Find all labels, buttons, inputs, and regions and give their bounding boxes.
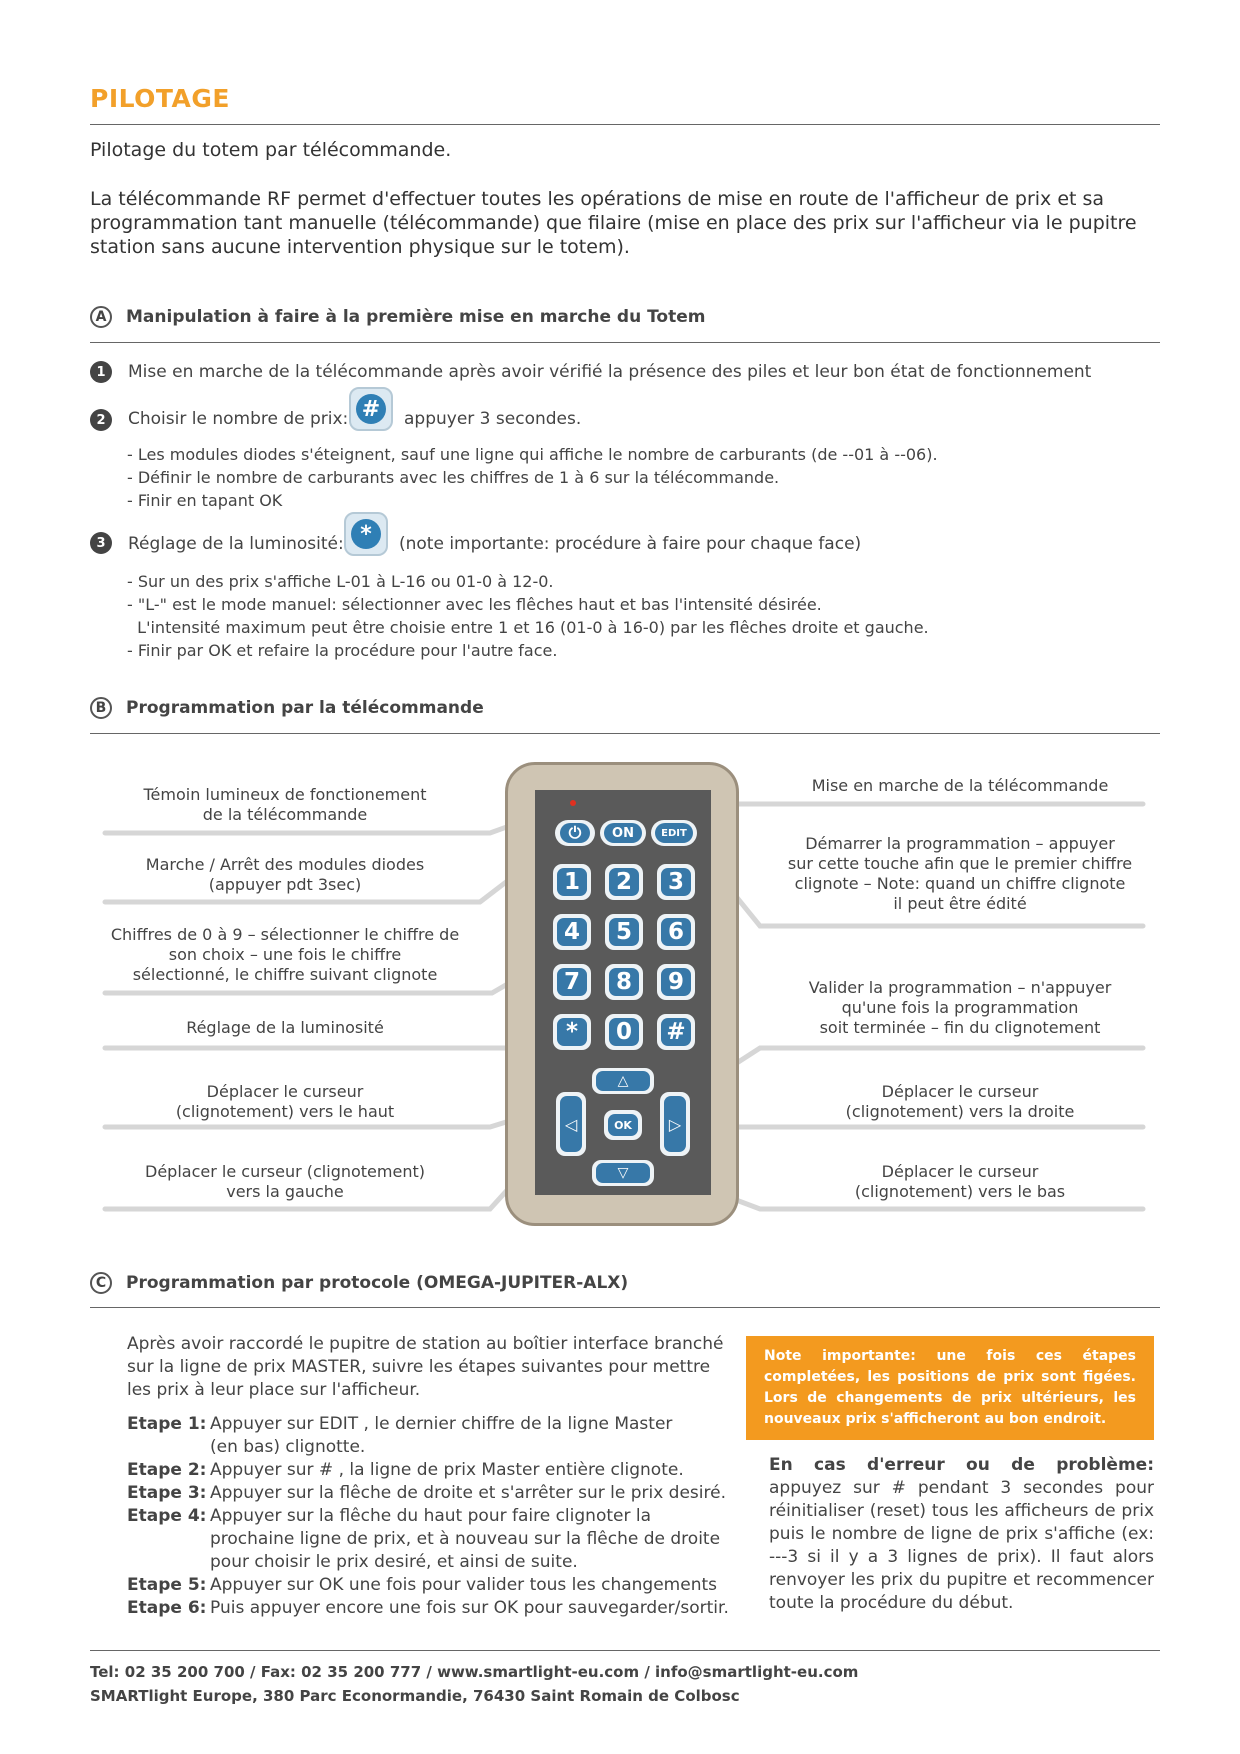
intro-line: Pilotage du totem par télécommande. (90, 139, 452, 161)
etape-1: Etape 1: Appuyer sur EDIT , le dernier chiffre de la ligne Master (en bas) clignotte. (127, 1414, 673, 1457)
label-ok: Valider la programmation – n'appuyer qu'une fois la programmation soit terminée – fin du clignotement (808, 978, 1112, 1037)
section-a-badge: A (90, 306, 112, 328)
key-8[interactable]: 8 (605, 964, 643, 1000)
footer-contact: Tel: 02 35 200 700 / Fax: 02 35 200 777 / www.smartlight-eu.com / info@smartlight-eu.com (90, 1663, 859, 1681)
etape-3: Etape 3: Appuyer sur la flêche de droite et s'arrêter sur le prix desiré. (127, 1483, 726, 1503)
label-droite: Déplacer le curseur (clignotement) vers la droite (845, 1082, 1075, 1121)
step-3-text: Réglage de la luminosité: (128, 534, 344, 554)
up-arrow-key[interactable]: △ (592, 1068, 654, 1094)
edit-key[interactable]: EDIT (651, 820, 697, 846)
step-2-badge: 2 (90, 409, 112, 431)
ok-key[interactable]: OK (604, 1110, 642, 1140)
step-2-sub-2: - Définir le nombre de carburants avec les chiffres de 1 à 6 sur la télécommande. (127, 468, 780, 487)
key-7[interactable]: 7 (553, 964, 591, 1000)
page-title: PILOTAGE (90, 84, 230, 113)
key-0[interactable]: 0 (605, 1014, 643, 1050)
on-key[interactable]: ON (600, 820, 646, 846)
step-2-sub-3: - Finir en tapant OK (127, 491, 283, 510)
label-luminosite: Réglage de la luminosité (186, 1018, 384, 1037)
etape-4: Etape 4: Appuyer sur la flêche du haut pour faire clignoter la prochaine ligne de prix, et à nouveau sur la flêche de droite pour choisir le prix desiré, et ainsi de suite. (127, 1506, 721, 1572)
label-edit: Démarrer la programmation – appuyer sur cette touche afin que le premier chiffre clignote – Note: quand un chiffre clignote il peut être édité (787, 834, 1133, 913)
footer-address: SMARTlight Europe, 380 Parc Econormandie, 76430 Saint Romain de Colbosc (90, 1687, 740, 1705)
section-b-title: Programmation par la télécommande (126, 698, 484, 718)
step-3-sub-3: L'intensité maximum peut être choisie entre 1 et 16 (01-0 à 16-0) par les flêches droite et gauche. (127, 618, 929, 637)
step-3-sub-1: - Sur un des prix s'affiche L-01 à L-16 ou 01-0 à 12-0. (127, 572, 554, 591)
label-mise-en-marche: Mise en marche de la télécommande (811, 776, 1109, 795)
key-2[interactable]: 2 (605, 864, 643, 900)
intro-paragraph: La télécommande RF permet d'effectuer toutes les opérations de mise en route de l'afficheur de prix et sa programmation tant manuelle (télécommande) que filaire (mise en place des prix sur l'afficheur via le pupitre station sans aucune intervention physique sur le totem). (90, 188, 1137, 258)
key-4[interactable]: 4 (553, 914, 591, 950)
key-3[interactable]: 3 (657, 864, 695, 900)
connector-mise-en-marche (670, 804, 1143, 830)
power-key[interactable]: ⏻ (555, 820, 595, 846)
step-3-badge: 3 (90, 532, 112, 554)
section-c-title: Programmation par protocole (OMEGA-JUPITER-ALX) (126, 1273, 629, 1293)
key-5[interactable]: 5 (605, 914, 643, 950)
label-marche-arret: Marche / Arrêt des modules diodes (appuyer pdt 3sec) (145, 855, 425, 894)
down-arrow-key[interactable]: ▽ (592, 1160, 654, 1186)
key-star[interactable]: * (553, 1014, 591, 1050)
etape-2: Etape 2: Appuyer sur # , la ligne de prix Master entière clignote. (127, 1460, 684, 1480)
etape-6: Etape 6: Puis appuyer encore une fois sur OK pour sauvegarder/sortir. (127, 1598, 729, 1618)
section-c-intro: Après avoir raccordé le pupitre de station au boîtier interface branché sur la ligne de prix MASTER, suivre les étapes suivantes pour mettre les prix à leur place sur l'afficheur. (127, 1334, 724, 1400)
step-1-text: Mise en marche de la télécommande après avoir vérifié la présence des piles et leur bon état de fonctionnement (128, 362, 1092, 382)
step-2-sub-1: - Les modules diodes s'éteignent, sauf une ligne qui affiche le nombre de carburants (de --01 à --06). (127, 445, 938, 464)
step-3-after: (note importante: procédure à faire pour chaque face) (399, 534, 862, 554)
step-1-badge: 1 (90, 361, 112, 383)
section-c-badge: C (90, 1272, 112, 1294)
step-3-sub-2: - "L-" est le mode manuel: sélectionner avec les flêches haut et bas l'intensité désirée. (127, 595, 822, 614)
step-2-after: appuyer 3 secondes. (404, 409, 582, 429)
section-a-title: Manipulation à faire à la première mise en marche du Totem (126, 307, 706, 327)
key-6[interactable]: 6 (657, 914, 695, 950)
step-2-text: Choisir le nombre de prix: (128, 409, 349, 429)
footer-rule (90, 1650, 1160, 1651)
label-temoin: Témoin lumineux de fonctionement de la télécommande (143, 785, 427, 824)
key-1[interactable]: 1 (553, 864, 591, 900)
etape-5: Etape 5: Appuyer sur OK une fois pour valider tous les changements (127, 1575, 717, 1595)
section-c-rule (90, 1307, 1160, 1308)
important-note-box: Note importante: une fois ces étapes completées, les positions de prix sont figées. Lors de changements de prix ultérieurs, les nouveaux prix s'afficheront au bon endroit. (746, 1336, 1154, 1440)
hash-key-icon: # (349, 387, 393, 431)
step-3-sub-4: - Finir par OK et refaire la procédure pour l'autre face. (127, 641, 558, 660)
label-bas: Déplacer le curseur (clignotement) vers le bas (854, 1162, 1066, 1201)
status-led (570, 800, 576, 806)
section-c-heading (90, 1270, 628, 1296)
star-key-icon: * (344, 512, 388, 556)
error-paragraph: En cas d'erreur ou de problème: appuyez sur # pendant 3 secondes pour réinitialiser (reset) tous les afficheurs de prix puis le nombre de ligne de prix s'affiche (ex: ---3 si il y a 3 lignes de prix). Il faut alors renvoyer les prix du pupitre et recommencer toute la procédure du début. (769, 1455, 1154, 1613)
label-gauche: Déplacer le curseur (clignotement) vers la gauche (145, 1162, 425, 1201)
label-chiffres: Chiffres de 0 à 9 – sélectionner le chiffre de son choix – une fois le chiffre sélectionné, le chiffre suivant clignote (110, 925, 460, 984)
right-arrow-key[interactable]: ▷ (660, 1092, 690, 1156)
key-9[interactable]: 9 (657, 964, 695, 1000)
section-b-badge: B (90, 697, 112, 719)
left-arrow-key[interactable]: ◁ (556, 1092, 586, 1156)
key-hash[interactable]: # (657, 1014, 695, 1050)
label-haut: Déplacer le curseur (clignotement) vers le haut (175, 1082, 395, 1121)
